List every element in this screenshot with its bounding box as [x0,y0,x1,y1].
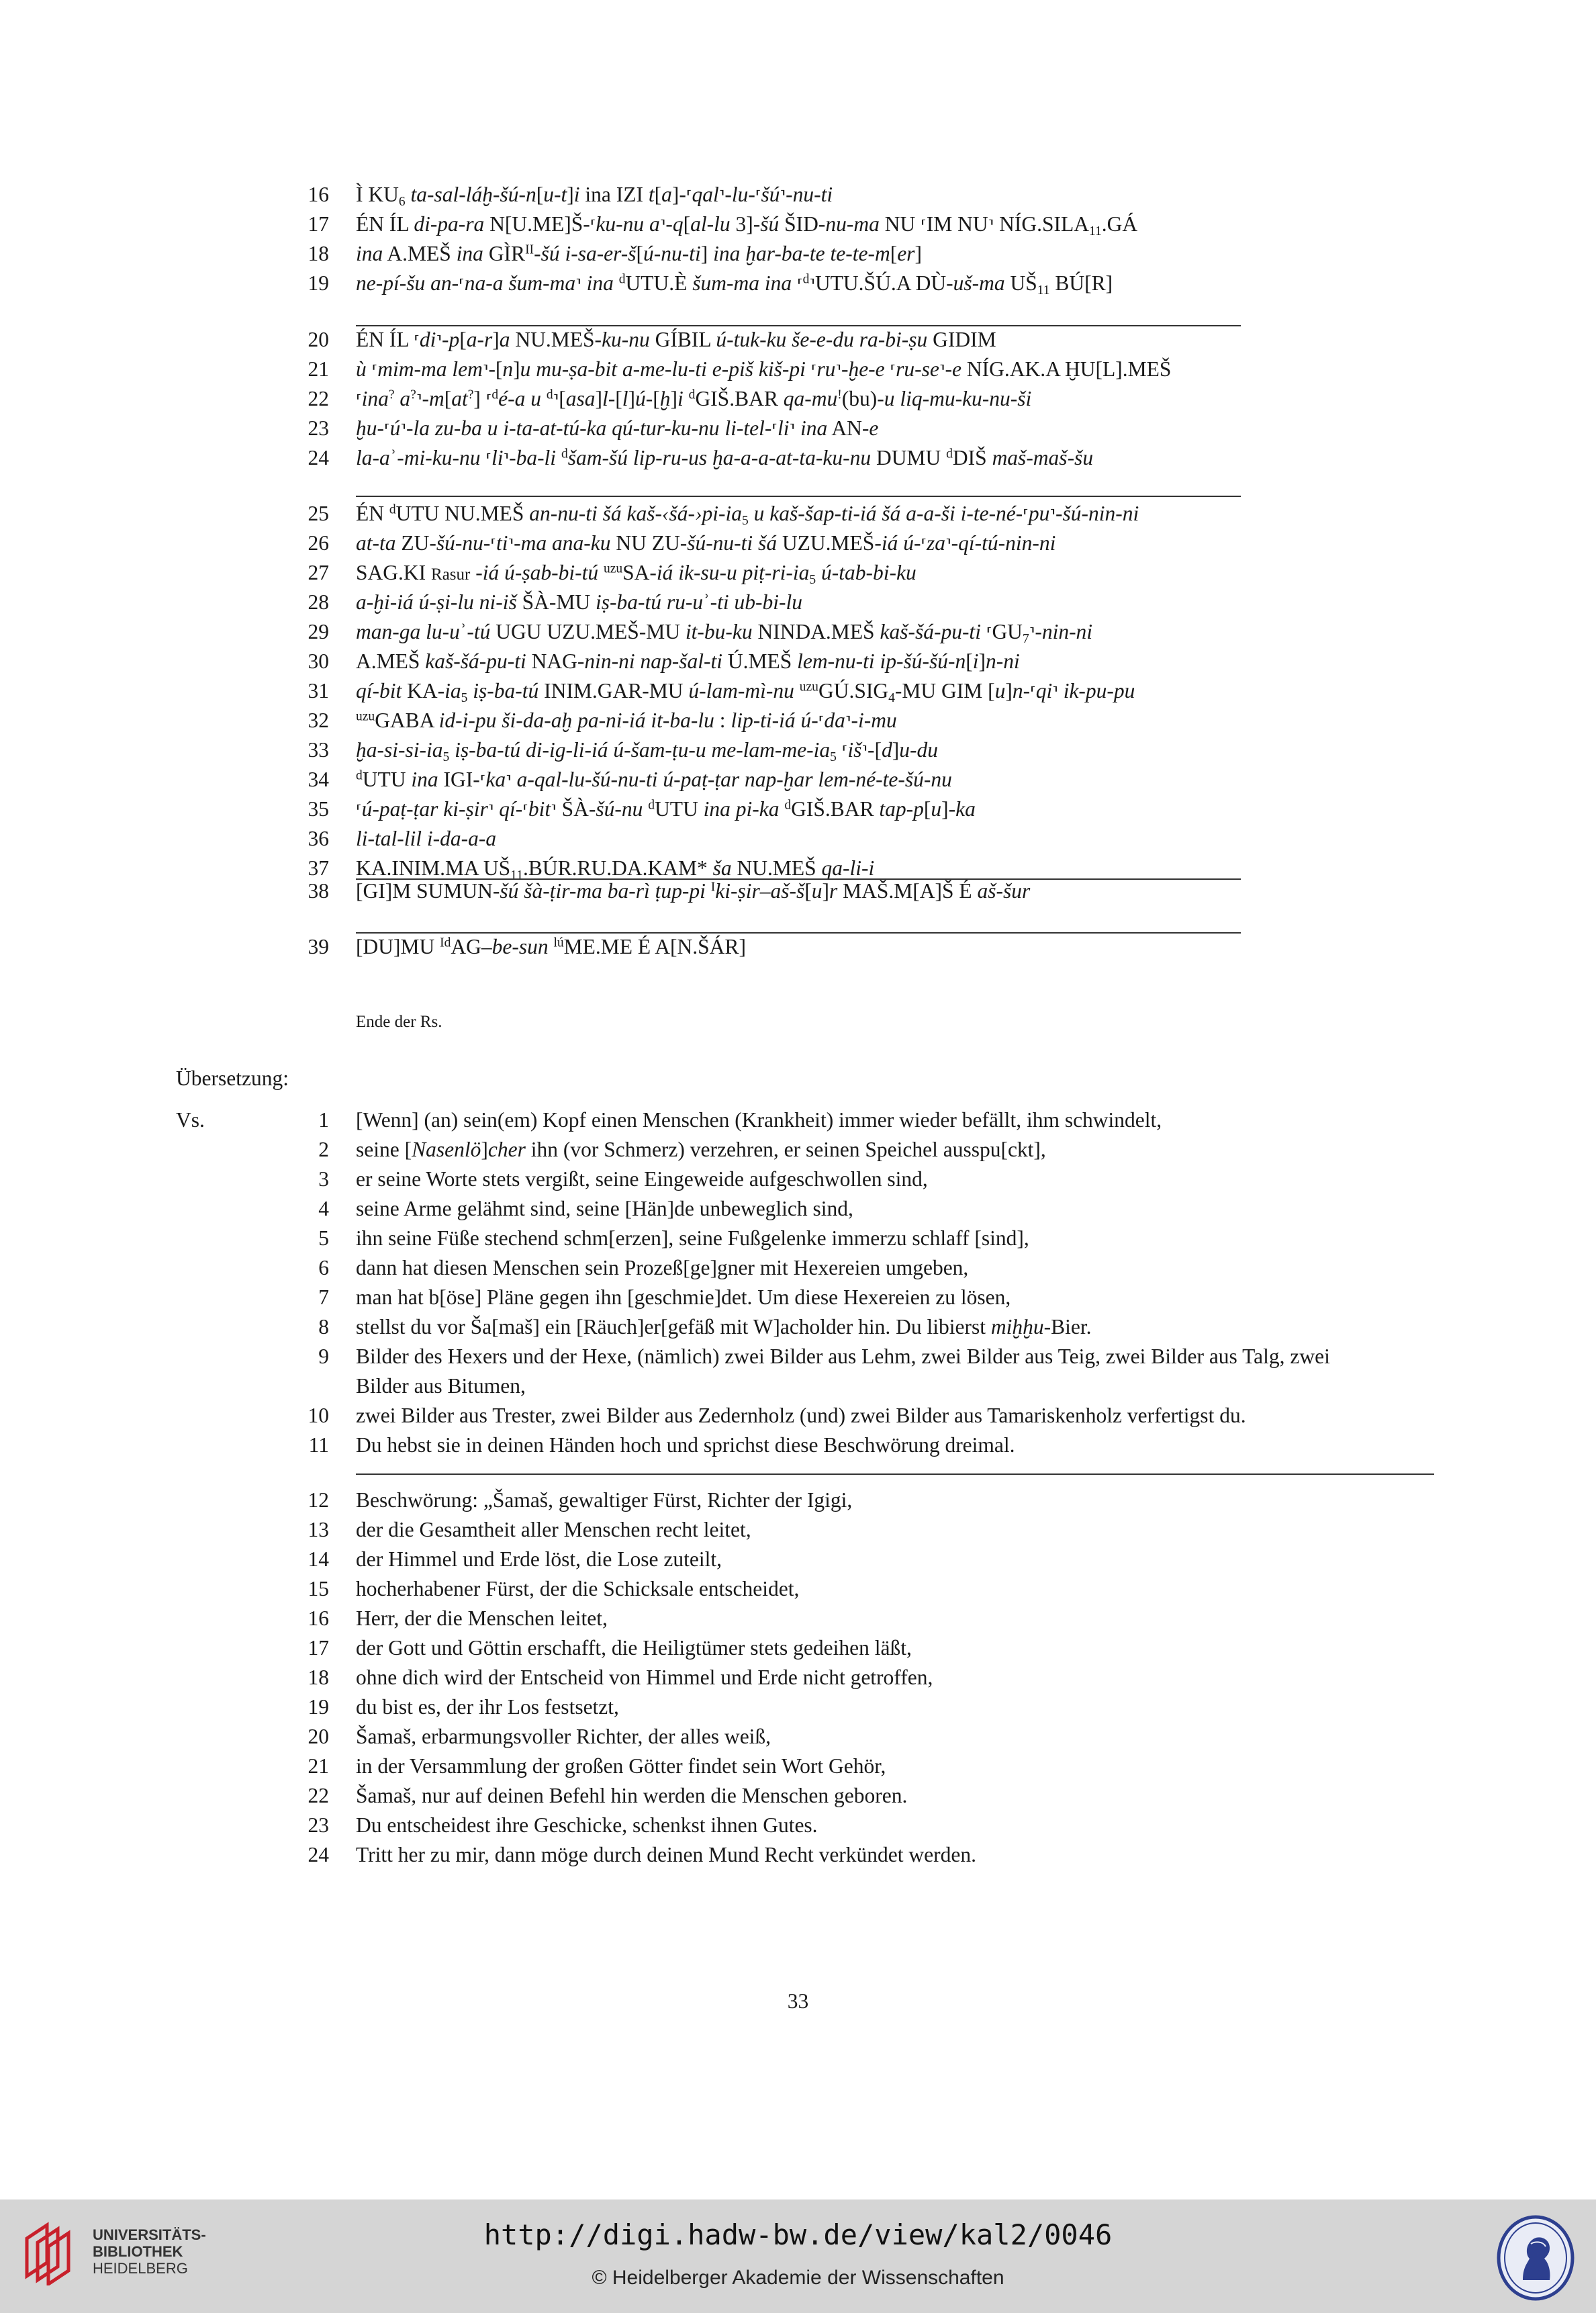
line-text: la-aʾ-mi-ku-nu ⸢li⸣-ba-li $^d$šam-šú lip-ru-us ḫa-a-a-at-ta-ku-nu DUMU $^d$DIŠ maš-maš-šu [356,446,1094,469]
line-text: a-ḫi-iá ú-ṣi-lu ni-iš ŠÀ-MU iṣ-ba-tú ru-uʾ-ti ub-bi-lu [356,590,802,614]
line-number: 27 [308,561,329,584]
line-text: ⸢ú-paṭ-ṭar ki-ṣir⸣ qí-⸢bit⸣ ŠÀ-šú-nu $^d$UTU ina pi-ka $^d$GIŠ.BAR tap-p[u]-ka [356,797,976,821]
copyright-notice: © Heidelberger Akademie der Wissenschaften [592,2267,1004,2289]
side-label: Vs. [176,1108,205,1132]
line-number: 24 [308,446,329,469]
library-name-line2: BIBLIOTHEK [93,2243,183,2260]
line-number: 5 [318,1226,329,1250]
line-number: 18 [308,242,329,265]
line-number: 16 [308,1606,329,1630]
line-text: at-ta ZU-šú-nu-⸢ti⸣-ma ana-ku NU ZU-šú-nu-ti šá UZU.MEŠ-iá ú-⸢za⸣-qí-tú-nin-ni [356,531,1056,555]
line-number: 22 [308,387,329,410]
line-number: 35 [308,797,329,821]
line-number: 25 [308,502,329,525]
line-number: 23 [308,416,329,440]
section-divider [356,496,1241,497]
line-text: ÉN ÍL ⸢di⸣-p[a-r]a NU.MEŠ-ku-nu GÍBIL ú-tuk-ku še-e-du ra-bi-ṣu GIDIM [356,328,996,351]
line-text: ḫu-⸢ú⸣-la zu-ba u i-ta-at-tú-ka qú-tur-ku-nu li-tel-⸢li⸣ ina AN-e [356,416,879,440]
academy-seal-icon [1496,2214,1575,2302]
line-text: ina A.MEŠ ina $GÌR^{II}-šú$ i-sa-er-š[ú-nu-ti] ina ḫar-ba-te te-te-m[er] [356,242,922,265]
line-text: A.MEŠ kaš-šá-pu-ti NAG-nin-ni nap-šal-ti Ú.MEŠ lem-nu-ti ip-šú-šú-n[i]n-ni [356,649,1020,673]
line-number: 16 [308,183,329,206]
line-text: [GI]M SUMUN-šú šà-ṭir-ma ba-rì ṭup-pi $^I$ki-ṣir–aš-š[u]r MAŠ.M[A]Š É aš-šur [356,879,1031,903]
line-number: 39 [308,935,329,958]
line-text: der Gott und Göttin erschafft, die Heiligtümer stets gedeihen läßt, [356,1636,912,1660]
line-text: ⸢ina? a?⸣-m[at?] ⸢$^d$é-a u $^d$⸣[asa]l-[l]ú-[ḫ]i $^d$GIŠ.BAR qa-mu!(bu)-u liq-mu-ku-nu-ši [356,387,1032,410]
line-number: 24 [308,1843,329,1866]
library-name-line1: UNIVERSITÄTS- [93,2226,206,2243]
line-number: 19 [308,271,329,295]
line-number: 3 [318,1167,329,1191]
line-text: Beschwörung: „Šamaš, gewaltiger Fürst, Richter der Igigi, [356,1488,853,1512]
line-text: Du entscheidest ihre Geschicke, schenkst ihnen Gutes. [356,1813,818,1837]
line-number: 4 [318,1197,329,1220]
line-text: Šamaš, erbarmungsvoller Richter, der alles weiß, [356,1725,771,1748]
line-text: $^{uzu}$GABA id-i-pu ši-da-aḫ pa-ni-iá it-ba-lu : lip-ti-iá ú-⸢da⸣-i-mu [356,709,897,732]
line-number: 36 [308,827,329,850]
line-text: der Himmel und Erde löst, die Lose zuteilt, [356,1547,722,1571]
line-number: 32 [308,709,329,732]
line-number: 26 [308,531,329,555]
library-name-line3: HEIDELBERG [93,2260,188,2277]
line-number: 19 [308,1695,329,1719]
section-divider [356,878,1241,880]
line-text: Šamaš, nur auf deinen Befehl hin werden die Menschen geboren. [356,1784,908,1807]
line-text: $ḫa-si-si-ia_5$ iṣ-ba-tú di-ig-li-iá ú-šam-ṭu-u $me-lam-me-ia_5$ ⸢iš⸣-[d]u-du [356,738,939,764]
line-number: 38 [308,879,329,903]
line-number: 23 [308,1813,329,1837]
digital-url-link[interactable]: http://digi.hadw-bw.de/view/kal2/0046 [483,2218,1113,2251]
line-number: 33 [308,738,329,762]
line-text: $^d$UTU ina IGI-⸢ka⸣ a-qal-lu-šú-nu-ti ú-paṭ-ṭar nap-ḫar lem-né-te-šú-nu [356,768,952,791]
line-text: Du hebst sie in deinen Händen hoch und sprichst diese Beschwörung dreimal. [356,1433,1015,1457]
line-text: ÉN ÍL di-pa-ra N[U.ME]Š-⸢ku-nu a⸣-q[al-lu 3]-šú ŠID-nu-ma NU ⸢IM NU⸣ $NÍG.SILA_{11}.GÁ$ [356,212,1138,238]
line-number: 17 [308,212,329,236]
line-number: 34 [308,768,329,791]
line-text: [DU]MU $^{Id}$AG–be-sun $^{lú}$ME.ME É A[N.ŠÁR] [356,935,746,958]
line-text: hocherhabener Fürst, der die Schicksale entscheidet, [356,1577,800,1600]
line-text: seine [Nasenlö]cher ihn (vor Schmerz) verzehren, er seinen Speichel ausspu[ckt], [356,1138,1046,1161]
line-text: Ì $KU_6$ ta-sal-láḫ-šú-n[u-t]i ina IZI t[a]-⸢qal⸣-lu-⸢šú⸣-nu-ti [356,183,833,209]
line-text: dann hat diesen Menschen sein Prozeß[ge]gner mit Hexereien umgeben, [356,1256,969,1279]
line-number: 9 [318,1345,329,1368]
line-number: 12 [308,1488,329,1512]
line-number: 1 [318,1108,329,1132]
line-text: Bilder des Hexers und der Hexe, (nämlich) zwei Bilder aus Lehm, zwei Bilder aus Teig, zwei Bilder aus Talg, zwei [356,1345,1330,1368]
footer-bar [0,2199,1596,2313]
line-text: ù ⸢mim-ma lem⸣-[n]u mu-ṣa-bit a-me-lu-ti e-piš kiš-pi ⸢ru⸣-ḫe-e ⸢ru-se⸣-e NÍG.AK.A ḪU[L].MEŠ [356,357,1172,381]
line-number: 28 [308,590,329,614]
line-text: du bist es, der ihr Los festsetzt, [356,1695,619,1719]
end-note: Ende der Rs. [356,1013,442,1031]
page-number: 33 [787,1989,809,2013]
line-number: 17 [308,1636,329,1660]
line-number: 2 [318,1138,329,1161]
line-text: ne-pí-šu an-⸢na-a šum-ma⸣ ina $^d$UTU.È šum-ma ina ⸢$^d$⸣UTU.ŠÚ.A DÙ-uš-ma $UŠ_{11}$ BÚ[R] [356,271,1113,298]
line-number: 21 [308,357,329,381]
line-number: 7 [318,1285,329,1309]
line-text: ÉN $^d$UTU NU.MEŠ an-nu-ti šá kaš-$‹šá-›pi-ia_5$ u kaš-šap-ti-iá šá a-a-ši i-te-né-⸢pu⸣-šú-nin-ni [356,502,1139,528]
line-number: 30 [308,649,329,673]
line-text: [Wenn] (an) sein(em) Kopf einen Menschen (Krankheit) immer wieder befällt, ihm schwindelt, [356,1108,1162,1132]
line-number: 31 [308,679,329,702]
line-number: 37 [308,856,329,880]
line-number: 15 [308,1577,329,1600]
translation-heading: Übersetzung: [176,1067,289,1090]
line-text: KA.INIM.MA $UŠ_{11}.BÚR.RU.DA.KAM*$ ša NU.MEŠ qa-li-i [356,856,875,882]
line-number: 20 [308,1725,329,1748]
line-number: 13 [308,1518,329,1541]
line-number: 6 [318,1256,329,1279]
line-number: 10 [308,1404,329,1427]
section-divider [356,932,1241,934]
line-text: er seine Worte stets vergißt, seine Eingeweide aufgeschwollen sind, [356,1167,928,1191]
line-text: zwei Bilder aus Trester, zwei Bilder aus Zedernholz (und) zwei Bilder aus Tamariskenholz verfertigst du. [356,1404,1246,1427]
line-text: in der Versammlung der großen Götter findet sein Wort Gehör, [356,1754,886,1778]
line-text: SAG.KI Rasur -iá ú-ṣab-bi-tú $^{uzu}$SA-iá ik-su-u piṭ-$ri-ia_5$ ú-tab-bi-ku [356,561,917,587]
line-number: 14 [308,1547,329,1571]
line-text: li-tal-lil i-da-a-a [356,827,497,850]
line-text: qí-bit $KA-ia_5$ iṣ-ba-tú INIM.GAR-MU ú-lam-mì-nu $^{uzu}GÚ.SIG_4-MU$ GIM [u]n-⸢qi⸣ ik-pu-pu [356,679,1135,705]
line-text: Bilder aus Bitumen, [356,1374,526,1398]
line-number: 11 [308,1433,329,1457]
line-number: 20 [308,328,329,351]
line-number: 18 [308,1666,329,1689]
line-text: man-ga lu-uʾ-tú UGU UZU.MEŠ-MU it-bu-ku NINDA.MEŠ kaš-šá-pu-ti $⸢GU_7⸣-nin-ni$ [356,620,1093,646]
line-text: Tritt her zu mir, dann möge durch deinen Mund Recht verkündet werden. [356,1843,976,1866]
line-number: 8 [318,1315,329,1339]
line-number: 21 [308,1754,329,1778]
section-divider [356,325,1241,326]
line-text: stellst du vor Ša[maš] ein [Räuch]er[gefäß mit W]acholder hin. Du libierst miḫḫu-Bier. [356,1315,1092,1339]
line-text: man hat b[öse] Pläne gegen ihn [geschmie]det. Um diese Hexereien zu lösen, [356,1285,1011,1309]
line-number: 22 [308,1784,329,1807]
section-divider [356,1473,1434,1475]
line-text: Herr, der die Menschen leitet, [356,1606,608,1630]
line-text: ihn seine Füße stechend schm[erzen], seine Fußgelenke immerzu schlaff [sind], [356,1226,1029,1250]
line-number: 29 [308,620,329,643]
line-text: ohne dich wird der Entscheid von Himmel und Erde nicht getroffen, [356,1666,933,1689]
line-text: der die Gesamtheit aller Menschen recht leitet, [356,1518,751,1541]
line-text: seine Arme gelähmt sind, seine [Hän]de unbeweglich sind, [356,1197,853,1220]
